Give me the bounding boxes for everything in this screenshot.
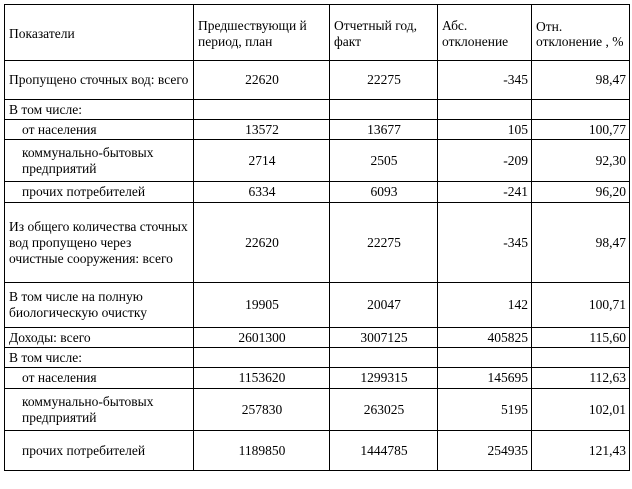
cell-abs: 405825	[438, 328, 532, 348]
cell-report: 1299315	[330, 368, 438, 389]
row-label: Пропущено сточных вод: всего	[5, 61, 194, 100]
table-row	[5, 283, 630, 328]
row-label: Доходы: всего	[5, 328, 194, 348]
header-abs-deviation: Абс. отклонение	[438, 5, 532, 61]
cell-rel: 121,43	[532, 431, 630, 471]
cell-prev: 1189850	[194, 431, 330, 471]
cell-rel: 98,47	[532, 203, 630, 283]
header-indicator: Показатели	[5, 5, 194, 61]
cell-prev	[194, 348, 330, 368]
cell-abs: -345	[438, 61, 532, 100]
row-label: прочих потребителей	[5, 431, 194, 471]
cell-rel: 96,20	[532, 182, 630, 203]
cell-prev: 13572	[194, 120, 330, 140]
table-row	[5, 182, 630, 203]
cell-rel: 102,01	[532, 389, 630, 431]
table-row	[5, 100, 630, 120]
cell-report: 263025	[330, 389, 438, 431]
cell-prev: 257830	[194, 389, 330, 431]
cell-prev: 2714	[194, 140, 330, 182]
cell-prev: 2601300	[194, 328, 330, 348]
cell-abs: 142	[438, 283, 532, 328]
cell-abs	[438, 348, 532, 368]
cell-rel	[532, 100, 630, 120]
cell-report: 13677	[330, 120, 438, 140]
cell-report	[330, 348, 438, 368]
cell-rel: 100,71	[532, 283, 630, 328]
table-header-row	[5, 5, 630, 61]
cell-abs: 145695	[438, 368, 532, 389]
cell-rel: 115,60	[532, 328, 630, 348]
row-label: В том числе:	[5, 100, 194, 120]
row-label: от населения	[5, 120, 194, 140]
cell-rel	[532, 348, 630, 368]
row-label: от населения	[5, 368, 194, 389]
cell-rel: 98,47	[532, 61, 630, 100]
cell-abs: -241	[438, 182, 532, 203]
cell-report: 20047	[330, 283, 438, 328]
table-row	[5, 389, 630, 431]
row-label: В том числе:	[5, 348, 194, 368]
cell-prev: 19905	[194, 283, 330, 328]
header-previous-period: Предшествующи й период, план	[194, 5, 330, 61]
table-row	[5, 120, 630, 140]
cell-report: 22275	[330, 203, 438, 283]
header-rel-deviation: Отн. отклонение , %	[532, 5, 630, 61]
table-row	[5, 431, 630, 471]
table-row	[5, 140, 630, 182]
wastewater-indicators-table	[4, 4, 630, 471]
table-row	[5, 348, 630, 368]
cell-report	[330, 100, 438, 120]
cell-report: 22275	[330, 61, 438, 100]
cell-abs: -209	[438, 140, 532, 182]
cell-prev: 22620	[194, 203, 330, 283]
row-label: прочих потребителей	[5, 182, 194, 203]
cell-report: 3007125	[330, 328, 438, 348]
cell-rel: 112,63	[532, 368, 630, 389]
cell-report: 1444785	[330, 431, 438, 471]
cell-prev: 22620	[194, 61, 330, 100]
cell-abs: 5195	[438, 389, 532, 431]
cell-abs: -345	[438, 203, 532, 283]
cell-rel: 92,30	[532, 140, 630, 182]
cell-abs	[438, 100, 532, 120]
cell-report: 2505	[330, 140, 438, 182]
table-row	[5, 368, 630, 389]
cell-rel: 100,77	[532, 120, 630, 140]
cell-prev	[194, 100, 330, 120]
row-label: Из общего количества сточных вод пропущено через очистные сооружения: всего	[5, 203, 194, 283]
cell-abs: 254935	[438, 431, 532, 471]
table-row	[5, 203, 630, 283]
row-label: коммунально-бытовых предприятий	[5, 140, 194, 182]
cell-report: 6093	[330, 182, 438, 203]
row-label: коммунально-бытовых предприятий	[5, 389, 194, 431]
table-row	[5, 61, 630, 100]
cell-prev: 1153620	[194, 368, 330, 389]
row-label: В том числе на полную биологическую очистку	[5, 283, 194, 328]
header-report-year: Отчетный год, факт	[330, 5, 438, 61]
table-row	[5, 328, 630, 348]
cell-prev: 6334	[194, 182, 330, 203]
cell-abs: 105	[438, 120, 532, 140]
